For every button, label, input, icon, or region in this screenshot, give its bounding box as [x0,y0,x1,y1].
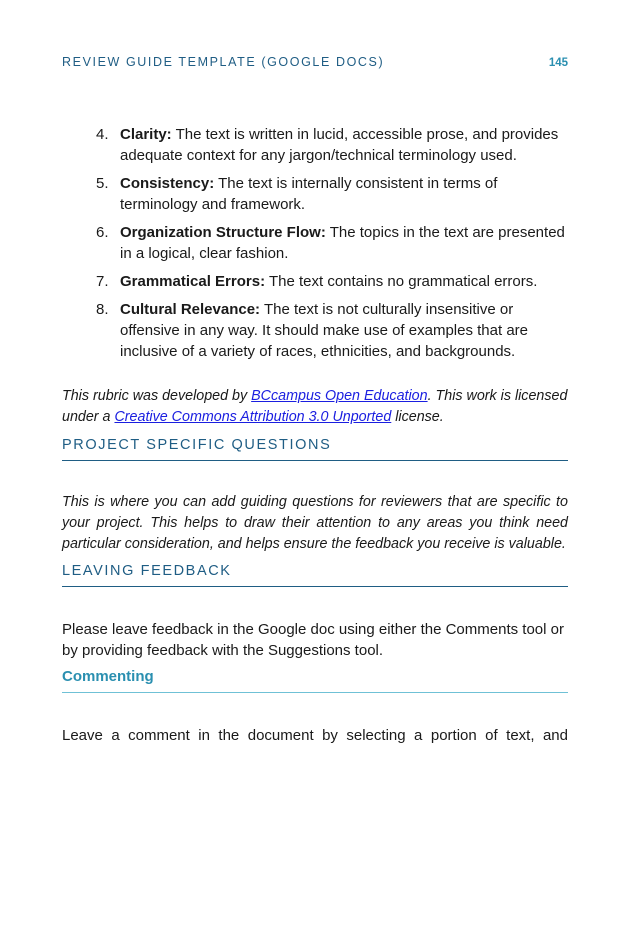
item-term: Cultural Relevance: [120,301,261,318]
leaving-feedback-heading: LEAVING FEEDBACK [62,563,568,587]
item-number: 8. [96,301,109,318]
item-number: 6. [96,224,109,241]
item-number: 7. [96,273,109,290]
item-term: Consistency: [120,175,215,192]
rubric-item-consistency [96,173,570,215]
item-term: Grammatical Errors: [120,273,266,290]
item-text: The text is internally consistent in terms of terminology and framework. [120,175,498,213]
running-title: REVIEW GUIDE TEMPLATE (GOOGLE DOCS) [62,55,385,69]
item-number: 4. [96,126,109,143]
rubric-list [96,124,570,369]
commenting-heading: Commenting [62,668,568,693]
item-text: The topics in the text are presented in a logical, clear fashion. [120,224,565,262]
license-note: This rubric was developed by BCcampus Open Education. This work is licensed under a Creative Commons Attribution 3.0 Unported license. [62,388,568,426]
rubric-item-cultural [96,299,570,362]
item-text: The text is not culturally insensitive or offensive in any way. It should make use of examples that are inclusive of a variety of races, ethnicities, and backgrounds. [120,301,529,360]
page-number: 145 [548,57,568,69]
running-header [62,55,568,69]
rubric-item-clarity [96,124,570,166]
project-questions-text: This is where you can add guiding questions for reviewers that are specific to your project. This helps to draw their attention to any areas you think need particular consideration, and helps ensure the feedback you receive is valuable. [62,494,568,553]
leaving-feedback-text: Please leave feedback in the Google doc using either the Comments tool or by providing feedback with the Suggestions tool. [62,621,564,659]
cc-license-link[interactable]: Creative Commons Attribution 3.0 Unported [114,409,392,426]
item-number: 5. [96,175,109,192]
rubric-item-organization [96,222,570,264]
commenting-text: Leave a comment in the document by selecting a portion of text, and [62,727,568,744]
item-term: Organization Structure Flow: [120,224,326,241]
bccampus-link[interactable]: BCcampus Open Education [251,388,428,405]
project-questions-heading: PROJECT SPECIFIC QUESTIONS [62,437,568,461]
item-term: Clarity: [120,126,172,143]
item-text: The text contains no grammatical errors. [265,273,538,290]
rubric-item-grammar [96,271,570,292]
item-text: The text is written in lucid, accessible prose, and provides adequate context for any jargon/technical terminology used. [120,126,559,164]
